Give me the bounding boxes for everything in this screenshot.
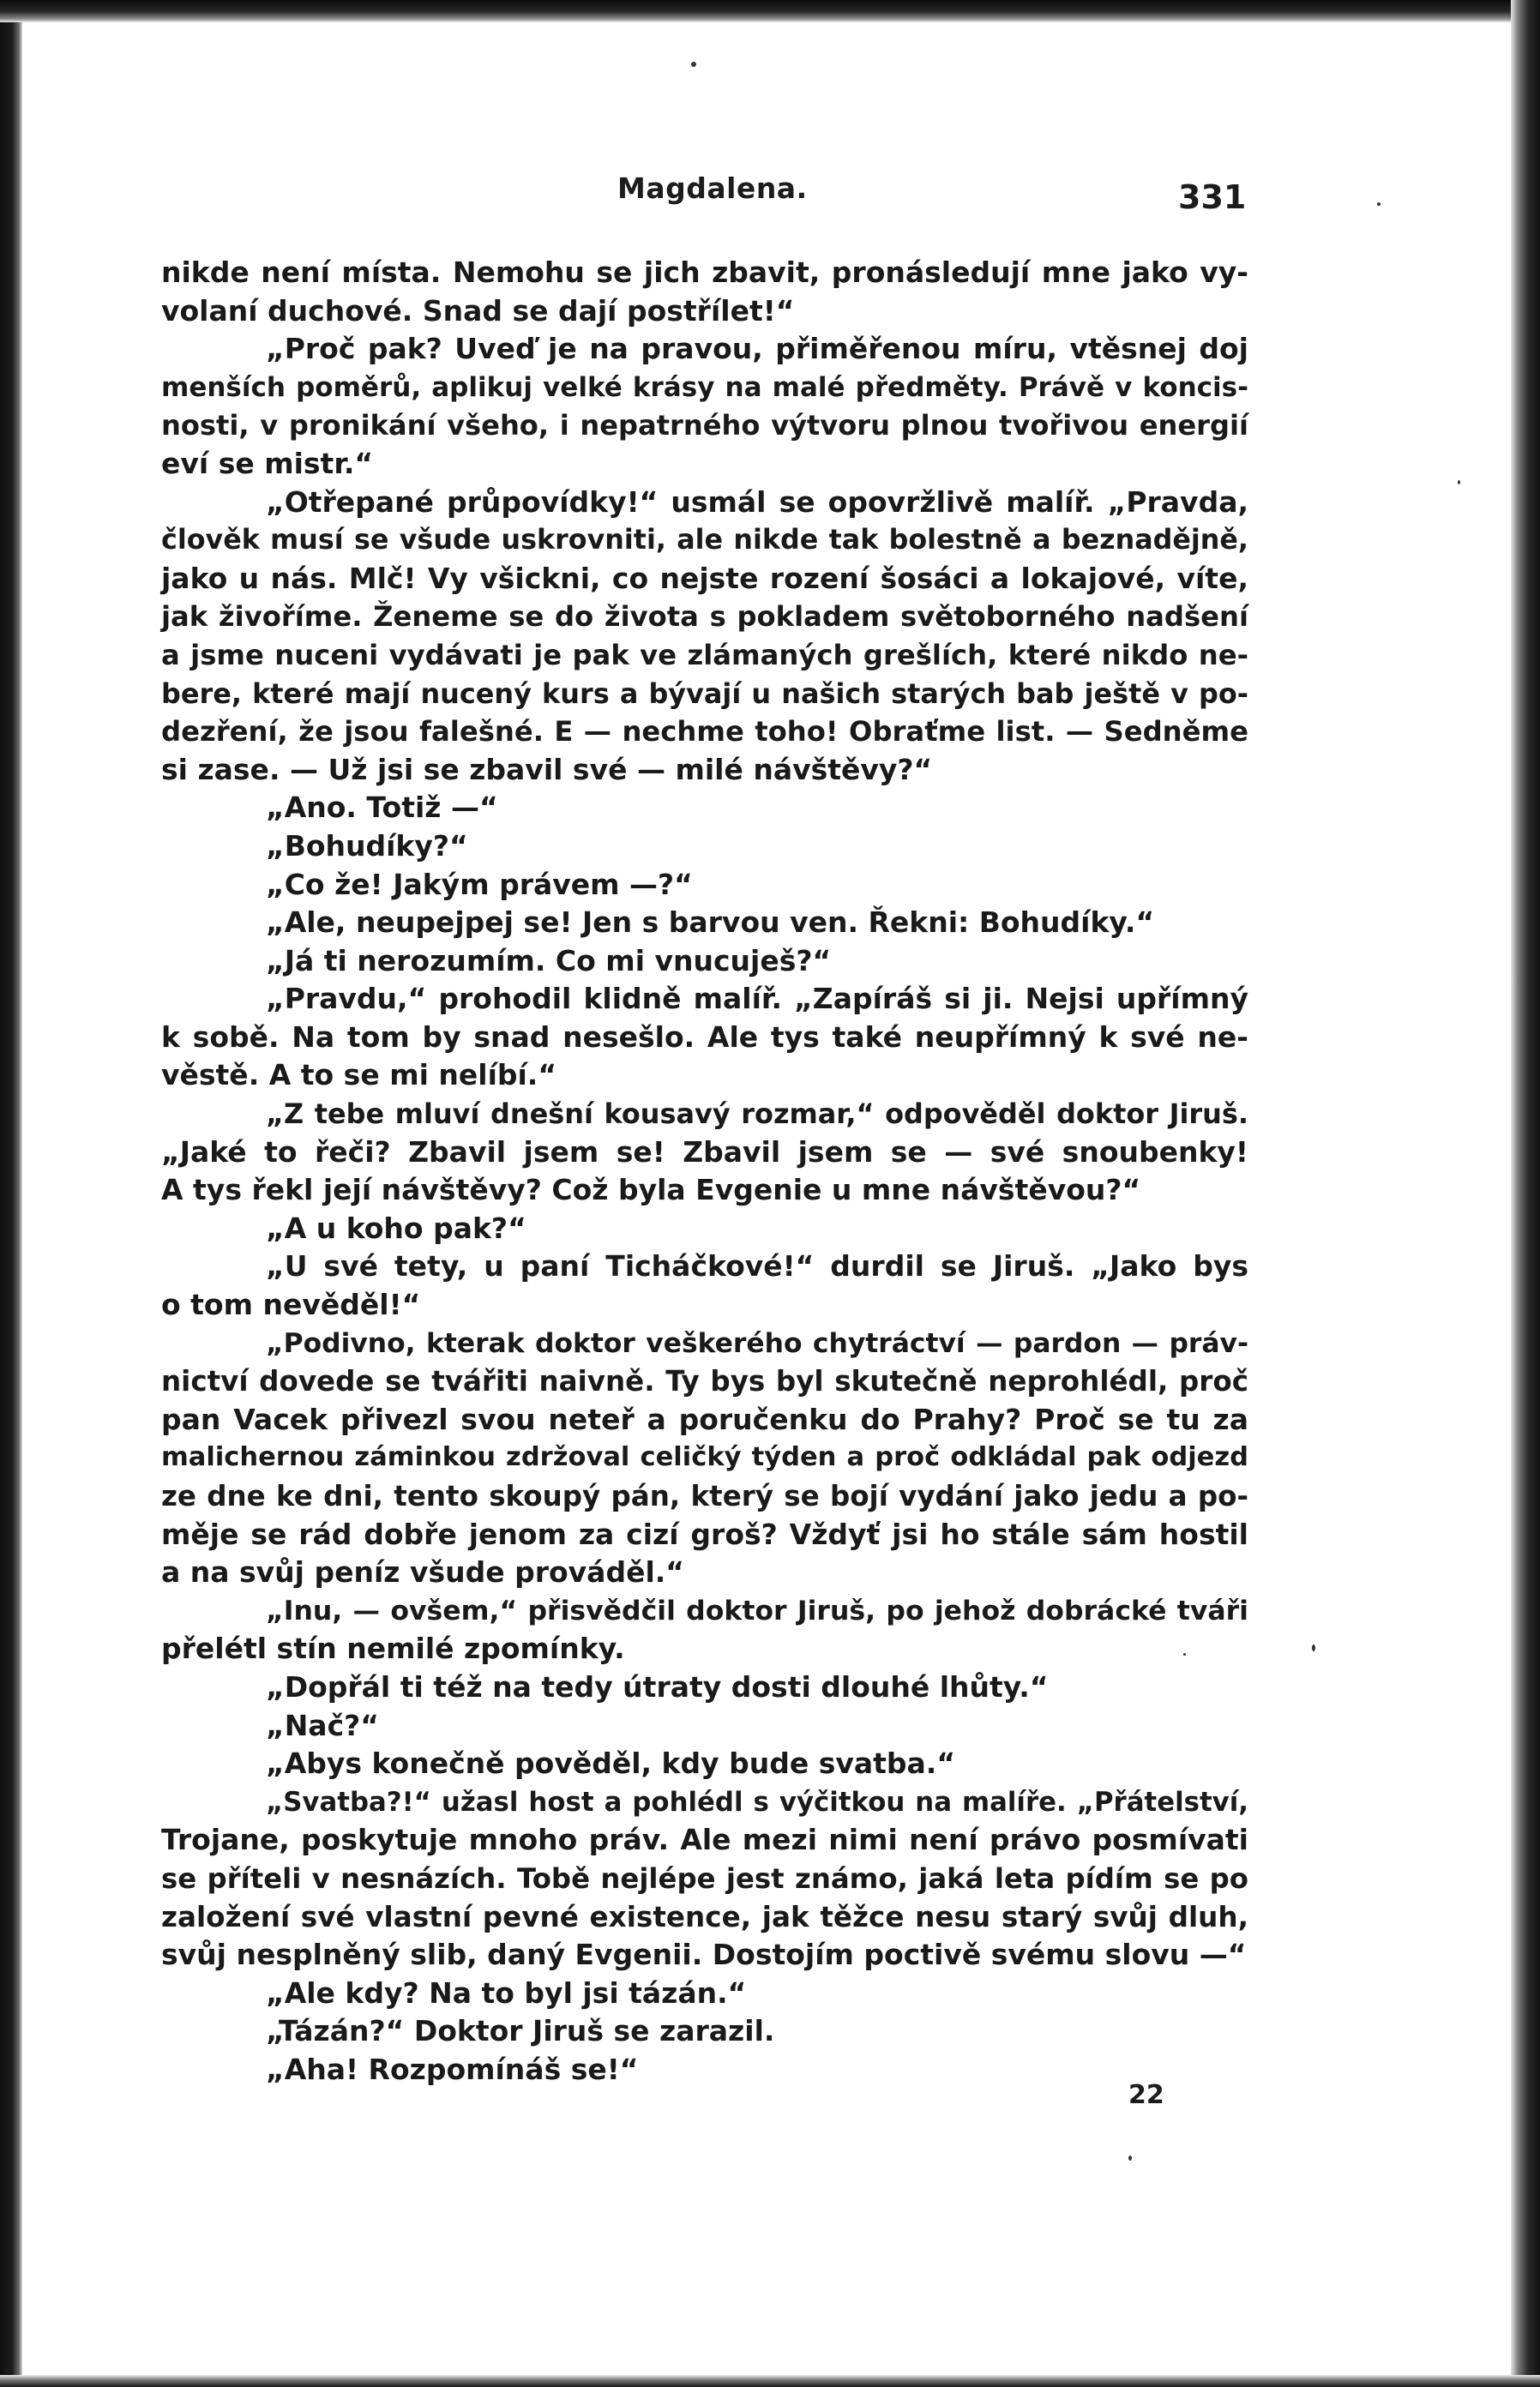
text-line: „Já ti nerozumím. Co mi vnucuješ?“ (266, 943, 832, 977)
text-line: „Abys konečně pověděl, kdy bude svatba.“ (266, 1747, 956, 1781)
text-line: „U své tety, u paní Ticháčkové!“ durdil se Jiruš. „Jako bys (266, 1249, 1248, 1284)
text-line: a na svůj peníz všude prováděl.“ (161, 1555, 684, 1590)
text-line: „Svatba?!“ užasl host a pohlédl s výčitkou na malíře. „Přátelství, (266, 1786, 1248, 1818)
text-line: „Dopřál ti též na tedy útraty dosti dlouhé lhůty.“ (266, 1669, 1049, 1704)
signature-mark: 22 (1128, 2080, 1164, 2110)
scan-border-bottom (0, 2375, 1540, 2387)
text-line: nictví dovede se tvářiti naivně. Ty bys byl skutečně neprohlédl, proč (161, 1365, 1248, 1398)
text-line: svůj nesplněný slib, daný Evgenii. Dostojím poctivě svému slovu —“ (161, 1938, 1247, 1972)
text-line: věstě. A to se mi nelíbí.“ (161, 1058, 557, 1092)
text-line: „Z tebe mluví dnešní kousavý rozmar,“ odpověděl doktor Jiruš. (266, 1097, 1248, 1131)
text-line: ze dne ke dni, tento skoupý pán, který se bojí vydání jako jedu a po- (161, 1480, 1248, 1512)
text-line: člověk musí se všude uskrovniti, ale nikde tak bolestně a beznadějně, (161, 525, 1248, 556)
text-line: Trojane, poskytuje mnoho práv. Ale mezi nimi není právo posmívati (161, 1823, 1248, 1857)
text-line: k sobě. Na tom by snad nesešlo. Ale tys také neupřímný k své ne- (161, 1019, 1248, 1054)
text-line: přelétl stín nemilé zpomínky. (161, 1632, 625, 1666)
text-line: „A u koho pak?“ (266, 1211, 526, 1245)
scan-border-top (0, 0, 1540, 22)
text-line: „Bohudíky?“ (266, 828, 468, 863)
text-line: A tys řekl její návštěvy? Což byla Evgenie u mne návštěvou?“ (161, 1173, 1141, 1207)
page-number: 331 (1178, 178, 1247, 216)
text-line: „Co že! Jakým právem —?“ (266, 867, 693, 901)
text-line: malichernou záminkou zdržoval celičký týden a proč odkládal pak odjezd (161, 1442, 1248, 1473)
text-line: „Pravdu,“ prohodil klidně malíř. „Zapíráš si ji. Nejsi upřímný (266, 982, 1248, 1016)
text-line: „Proč pak? Uveď je na pravou, přiměřenou míru, vtěsnej doj (266, 332, 1248, 366)
text-line: založení své vlastní pevné existence, jak těžce nesu starý svůj dluh, (161, 1900, 1248, 1933)
text-line: „Ale kdy? Na to byl jsi tázán.“ (266, 1975, 747, 2010)
text-line: menších poměrů, aplikuj velké krásy na malé předměty. Právě v koncis- (161, 371, 1248, 403)
text-line: „Otřepané průpovídky!“ usmál se opovržlivě malíř. „Pravda, (266, 484, 1248, 519)
text-line: a jsme nuceni vydávati je pak ve zlámaných grešlích, které nikdo ne- (161, 638, 1248, 671)
text-line: „Inu, — ovšem,“ přisvědčil doktor Jiruš, po jehož dobrácké tváři (266, 1595, 1248, 1626)
text-line: bere, které mají nucený kurs a bývají u našich starých bab ještě v po- (161, 676, 1248, 710)
text-line: měje se rád dobře jenom za cizí groš? Vždyť jsi ho stále sám hostil (161, 1517, 1248, 1551)
text-line: dezření, že jsou falešné. E — nechme toho! Obraťme list. — Sedněme (161, 715, 1248, 749)
scan-speck (1377, 202, 1381, 206)
text-line: nikde není místa. Nemohu se jich zbavit, pronásledují mne jako vy- (161, 256, 1248, 289)
scan-speck (691, 62, 696, 67)
text-line: „Jaké to řeči? Zbavil jsem se! Zbavil jsem se — své snoubenky! (161, 1134, 1248, 1169)
scan-border-left (0, 0, 22, 2387)
text-line: „Nač?“ (266, 1708, 379, 1742)
text-line: volaní duchové. Snad se dají postřílet!“ (161, 293, 795, 328)
running-title: Magdalena. (617, 171, 808, 205)
scan-speck (1312, 1644, 1315, 1651)
text-line: „Aha! Rozpomínáš se!“ (266, 2052, 639, 2086)
scan-speck (1458, 480, 1460, 484)
text-line: o tom nevěděl!“ (161, 1288, 421, 1322)
body-text (161, 254, 1248, 2089)
text-line: eví se mistr.“ (161, 446, 374, 480)
text-line: pan Vacek přivezl svou neteř a poručenku do Prahy? Proč se tu za (161, 1402, 1248, 1436)
text-line: „Tázán?“ Doktor Jiruš se zarazil. (266, 2014, 775, 2048)
text-line: nosti, v pronikání všeho, i nepatrného výtvoru plnou tvořivou energií (161, 409, 1248, 442)
text-line: se příteli v nesnázích. Tobě nejlépe jest známo, jaká leta pídím se po (161, 1861, 1248, 1895)
text-line: jako u nás. Mlč! Vy všickni, co nejste rození šosáci a lokajové, víte, (161, 561, 1248, 595)
text-line: „Ale, neupejpej se! Jen s barvou ven. Řekni: Bohudíky.“ (266, 905, 1155, 940)
text-line: jak živoříme. Ženeme se do života s pokladem světoborného nadšení (161, 600, 1248, 634)
text-line: „Podivno, kterak doktor veškerého chytráctví — pardon — práv- (266, 1327, 1248, 1359)
text-line: si zase. — Už jsi se zbavil své — milé návštěvy?“ (161, 752, 933, 786)
scan-speck (1128, 2156, 1132, 2161)
text-line: „Ano. Totiž —“ (266, 791, 498, 825)
scan-border-right (1511, 0, 1540, 2387)
